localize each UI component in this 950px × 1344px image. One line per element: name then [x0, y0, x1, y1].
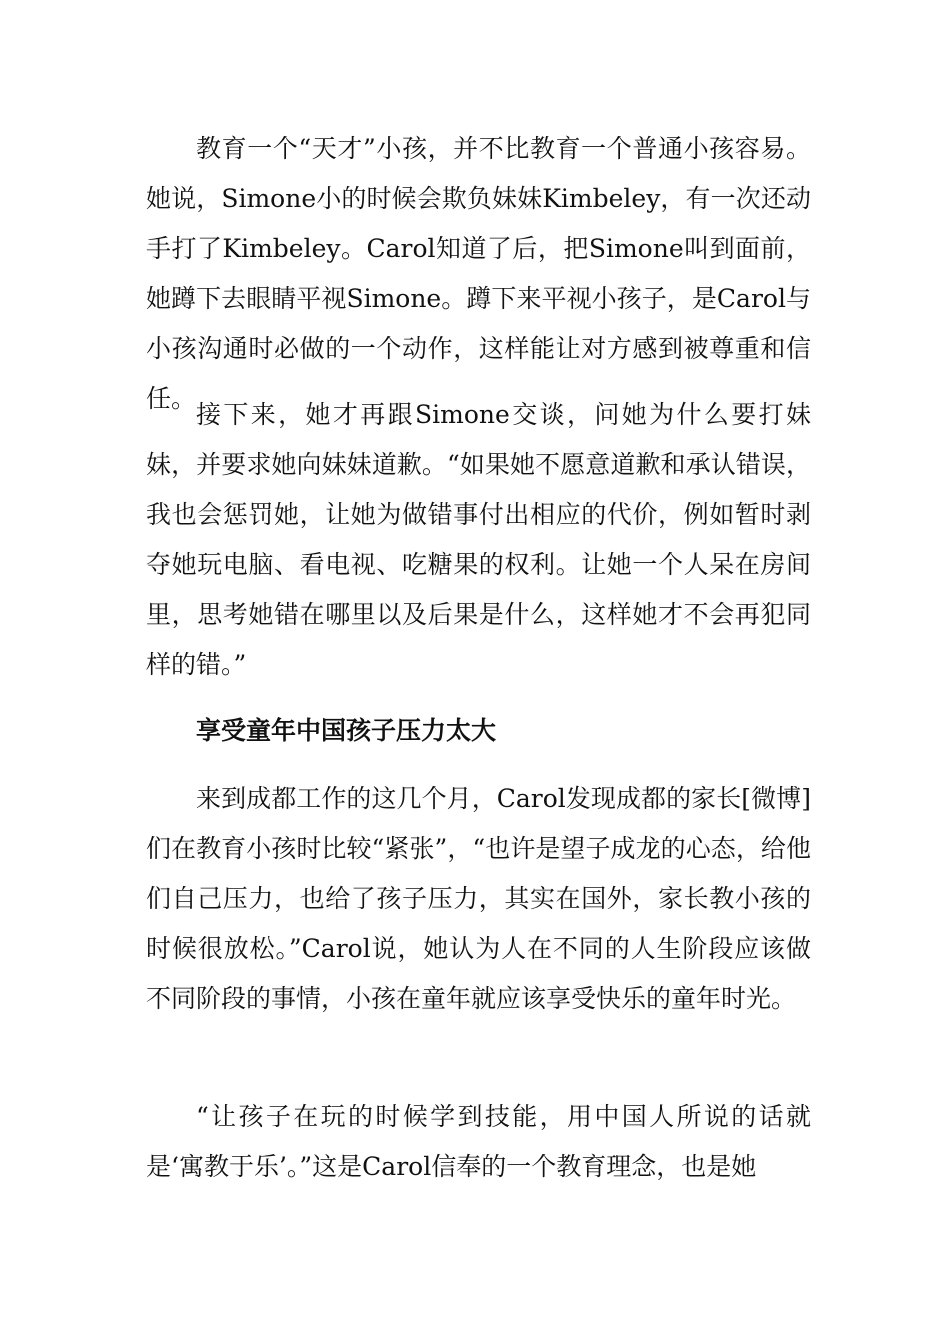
- section-heading: [146, 706, 811, 756]
- paragraph-2-text: 接下来，她才再跟Simone交谈，问她为什么要打妹妹，并要求她向妹妹道歉。“如果她不愿意道歉和承认错误，我也会惩罚她，让她为做错事付出相应的代价，例如暂时剥夺她玩电脑、看电视、吃糖果的权利。让她一个人呆在房间里，思考她错在哪里以及后果是什么，这样她才不会再犯同样的错。”: [146, 400, 811, 679]
- paragraph-1-text: 教育一个“天才”小孩，并不比教育一个普通小孩容易。她说，Simone小的时候会欺负妹妹Kimbeley，有一次还动手打了Kimbeley。Carol知道了后，把Simone叫到面前，她蹲下去眼睛平视Simone。蹲下来平视小孩子，是Carol与小孩沟通时必做的一个动作，这样能让对方感到被尊重和信任。: [146, 134, 811, 413]
- paragraph-4: [146, 1092, 811, 1192]
- paragraph-2: [146, 390, 811, 690]
- paragraph-3: [146, 774, 811, 1024]
- paragraph-3-text: 来到成都工作的这几个月，Carol发现成都的家长[微博]们在教育小孩时比较“紧张”，“也许是望子成龙的心态，给他们自己压力，也给了孩子压力，其实在国外，家长教小孩的时候很放松。”Carol说，她认为人在不同的人生阶段应该做不同阶段的事情，小孩在童年就应该享受快乐的童年时光。: [146, 784, 811, 1013]
- paragraph-4-text: “让孩子在玩的时候学到技能，用中国人所说的话就是‘寓教于乐’。”这是Carol信奉的一个教育理念，也是她: [146, 1102, 811, 1181]
- paragraph-1: [146, 124, 811, 424]
- section-heading-text: 享受童年中国孩子压力太大: [196, 716, 497, 745]
